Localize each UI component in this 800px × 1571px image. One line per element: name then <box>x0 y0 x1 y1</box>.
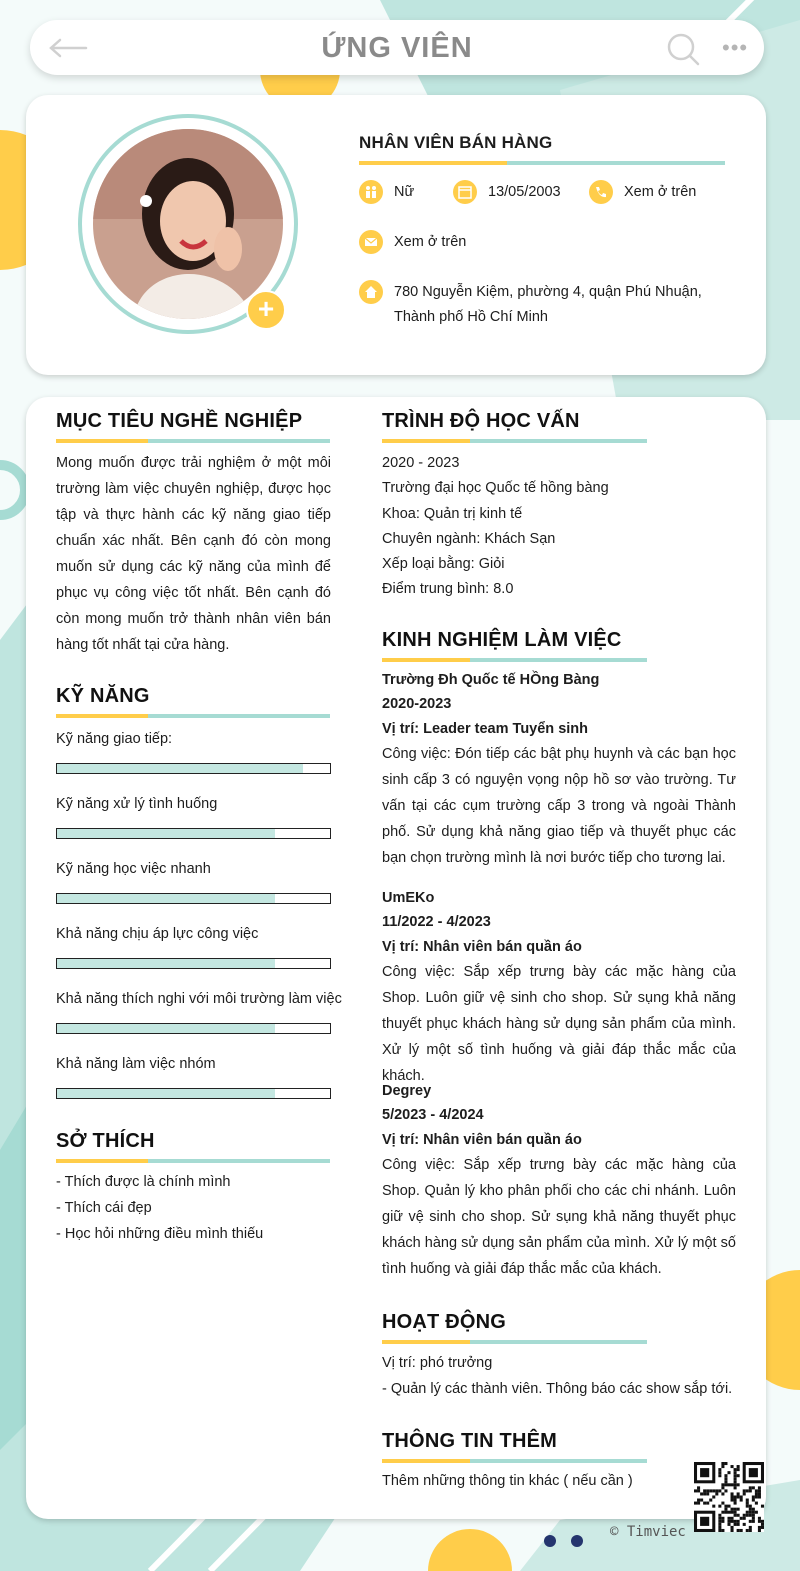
skills-title: KỸ NĂNG <box>56 685 150 707</box>
skill-label: Kỹ năng xử lý tình huống <box>56 796 218 812</box>
skill-level-bar <box>56 893 331 904</box>
skill-level-bar <box>56 958 331 969</box>
skill-level-fill <box>57 894 275 903</box>
activity-description: - Quản lý các thành viên. Thông báo các show sắp tới. <box>382 1381 733 1397</box>
email-value[interactable]: Xem ở trên <box>394 234 467 250</box>
experience-company: UmEKo <box>382 890 435 906</box>
job-title: NHÂN VIÊN BÁN HÀNG <box>359 133 553 152</box>
experience-description: Công việc: Sắp xếp trưng bày các mặc hàng của Shop. Quản lý kho phân phối cho các chi nhánh. Luôn giữ vệ sinh cho shop. Sử sụng khả năng thuyết phục khách hàng sử dụng sản phẩm của mình. Xử lý một số tình huống và giải đáp thắc mắc của khách. <box>382 1156 736 1277</box>
experience-position: Vị trí: Nhân viên bán quần áo <box>382 938 582 955</box>
experience-company: Trường Đh Quốc tế HỒng Bàng <box>382 672 600 688</box>
objective-title: MỤC TIÊU NGHỀ NGHIỆP <box>56 410 303 432</box>
add-photo-button[interactable]: + <box>246 290 286 330</box>
additional-info-underline <box>382 1459 647 1463</box>
skill-label: Kỹ năng học việc nhanh <box>56 861 211 877</box>
skills-underline <box>56 714 330 718</box>
additional-info-title: THÔNG TIN THÊM <box>382 1430 558 1452</box>
skill-level-bar <box>56 763 331 774</box>
experience-item <box>382 668 736 871</box>
education-gpa: Điểm trung bình: 8.0 <box>382 581 514 598</box>
skill-level-bar <box>56 1088 331 1099</box>
skill-label: Kỹ năng giao tiếp: <box>56 731 173 747</box>
skill-level-fill <box>57 959 275 968</box>
experience-position: Vị trí: Nhân viên bán quần áo <box>382 1131 582 1148</box>
hobbies-underline <box>56 1159 330 1163</box>
education-school: Trường đại học Quốc tế hồng bàng <box>382 480 609 497</box>
activities-underline <box>382 1340 647 1344</box>
objective-text: Mong muốn được trải nghiệm ở một môi trường làm việc chuyên nghiệp, được học tập và thực hành các kỹ năng giao tiếp chuẩn xác nhất. Bên cạnh đó còn mong muốn sử dụng các kỹ năng của mình để phục vụ công việc tốt nhất. Bên cạnh đó còn mong muốn trở thành nhân viên bán hàng tốt nhất tại cửa hàng. <box>56 455 331 653</box>
gender-value: Nữ <box>394 184 415 200</box>
skill-label: Khả năng thích nghi với môi trường làm việc <box>56 991 342 1007</box>
skill-label: Khả năng chịu áp lực công việc <box>56 926 259 942</box>
hobby-item: - Thích được là chính mình <box>56 1174 231 1190</box>
birthday-value: 13/05/2003 <box>488 184 561 200</box>
skill-level-fill <box>57 1089 275 1098</box>
experience-position: Vị trí: Leader team Tuyển sinh <box>382 720 589 737</box>
hobbies-list <box>56 1169 336 1247</box>
experience-underline <box>382 658 647 662</box>
more-options-icon[interactable]: ••• <box>722 35 749 60</box>
address-value: 780 Nguyễn Kiệm, phường 4, quận Phú Nhuận, Thành phố Hồ Chí Minh <box>394 284 702 325</box>
experience-item <box>382 1079 736 1282</box>
hobby-item: - Thích cái đẹp <box>56 1200 152 1216</box>
education-title: TRÌNH ĐỘ HỌC VẤN <box>382 410 580 432</box>
experience-period: 11/2022 - 4/2023 <box>382 914 491 931</box>
experience-period: 5/2023 - 4/2024 <box>382 1107 484 1124</box>
education-period: 2020 - 2023 <box>382 455 460 471</box>
education-details <box>382 451 609 603</box>
objective-underline <box>56 439 330 443</box>
education-underline <box>382 439 647 443</box>
education-major: Chuyên ngành: Khách Sạn <box>382 530 556 547</box>
experience-description: Công việc: Đón tiếp các bật phụ huynh và các bạn học sinh cấp 3 có nguyện vọng nộp hồ sơ vào trường. Tư vấn tại các cụm trường cấp 3 trong và ngoài Thành phố. Sử dụng khả năng giao tiếp và thuyết phục các bạn chọn trường mình là nơi bước tiếp cho tương lai. <box>382 745 736 866</box>
experience-title: KINH NGHIỆM LÀM VIỆC <box>382 629 622 651</box>
qr-code-icon <box>694 1462 764 1532</box>
activity-position: Vị trí: phó trưởng <box>382 1355 493 1371</box>
phone-value[interactable]: Xem ở trên <box>624 184 697 200</box>
experience-description: Công việc: Sắp xếp trưng bày các mặc hàng của Shop. Luôn giữ vệ sinh cho shop. Sử sụng khả năng thuyết phục khách hàng sử dụng sản phẩm của mình. Xử lý một số tình huống và giải đáp thắc mắc của khách. <box>382 963 736 1084</box>
skill-label: Khả năng làm việc nhóm <box>56 1056 216 1072</box>
hobby-item: - Học hỏi những điều mình thiếu <box>56 1226 264 1242</box>
experience-item <box>382 886 736 1089</box>
education-rank: Xếp loại bằng: Giỏi <box>382 556 505 573</box>
skill-level-fill <box>57 829 275 838</box>
page-title: ỨNG VIÊN <box>321 32 473 64</box>
copyright: © Timviec <box>610 1524 686 1540</box>
skill-level-fill <box>57 764 303 773</box>
additional-info-text: Thêm những thông tin khác ( nếu cần ) <box>382 1473 633 1489</box>
skill-level-bar <box>56 1023 331 1034</box>
hobbies-title: SỞ THÍCH <box>56 1130 155 1152</box>
activities-title: HOẠT ĐỘNG <box>382 1311 507 1333</box>
activities-details <box>382 1350 736 1402</box>
experience-company: Degrey <box>382 1083 432 1099</box>
experience-period: 2020-2023 <box>382 696 452 713</box>
education-faculty: Khoa: Quản trị kinh tế <box>382 505 523 522</box>
skill-level-bar <box>56 828 331 839</box>
skill-level-fill <box>57 1024 275 1033</box>
